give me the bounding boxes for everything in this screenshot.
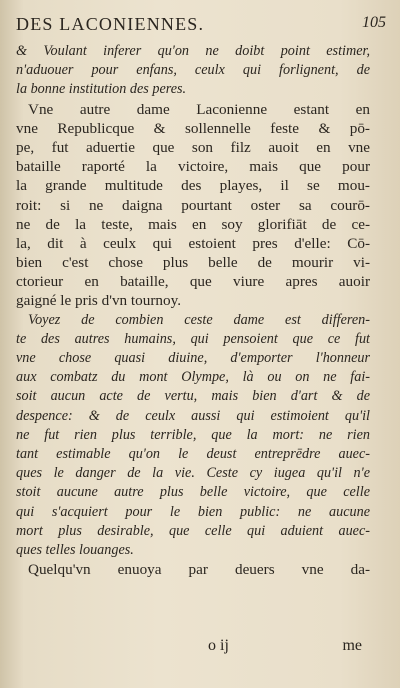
text-line: gaigné le pris d'vn tournoy.	[16, 292, 181, 310]
running-head: DES LACONIENNES.	[16, 14, 205, 34]
catchword: me	[342, 637, 362, 654]
text-line: bataille raporté la victoire, mais que pour	[16, 158, 370, 176]
page-header	[14, 10, 386, 36]
page-number: 105	[362, 14, 386, 31]
text-line: stoit aucune autre plus belle victoire, que celle	[16, 484, 370, 501]
text-line: Voyez de combien ceste dame est differen-	[28, 311, 370, 328]
text-line: mort plus desirable, que celle qui aduient auec-	[16, 522, 370, 539]
text-line: ne de la teste, mais en soy glorifiāt de ce-	[16, 215, 370, 233]
text-line: ques telles louanges.	[16, 541, 134, 558]
page-footer	[16, 637, 370, 659]
text-line: qui s'acquiert pour le bien public: ne aucune	[16, 503, 370, 520]
text-line: vne Republicque & sollennelle feste & pō-	[16, 119, 370, 137]
text-line: la, dit à ceulx qui estoient pres d'elle: Cō-	[16, 234, 370, 252]
text-line: la bonne institution des peres.	[16, 81, 187, 98]
signature-mark: o ij	[208, 637, 229, 654]
text-line: roit: si ne daigna pourtant oster sa courō-	[16, 196, 370, 214]
text-line: bien c'est chose plus belle de mourir vi-	[16, 254, 370, 272]
text-line: n'aduouer pour enfans, ceulx qui forlignent, de	[16, 62, 370, 79]
text-line: la grande multitude des playes, il se mou-	[16, 177, 370, 195]
text-line: soit aucun acte de vertu, mais bien d'art & de	[16, 388, 370, 405]
text-line: aux combatz du mont Olympe, là ou on ne fai-	[16, 369, 370, 386]
text-block	[16, 42, 370, 579]
text-line: pe, fut aduertie que son filz auoit en vne	[16, 138, 370, 156]
text-line: tant estimable qu'on le deust entreprēdre auec-	[16, 445, 370, 462]
text-line: vne chose quasi diuine, d'emporter l'honneur	[16, 350, 370, 366]
text-line: te des autres humains, qui pensoient que ce fut	[16, 330, 370, 347]
text-line: ne fut rien plus terrible, que la mort: ne rien	[16, 426, 370, 443]
text-line: despence: & de ceulx aussi qui estimoient qu'il	[16, 407, 370, 424]
text-line: Vne autre dame Laconienne estant en	[28, 100, 370, 118]
text-line: ques le danger de la vie. Ceste cy iugea qu'il n'e	[16, 465, 370, 482]
text-line: & Voulant inferer qu'on ne doibt point estimer,	[16, 43, 370, 59]
text-line: Quelqu'vn enuoya par deuers vne da-	[28, 561, 370, 579]
text-line: ctorieur en bataille, que viure apres auoir	[16, 273, 370, 291]
